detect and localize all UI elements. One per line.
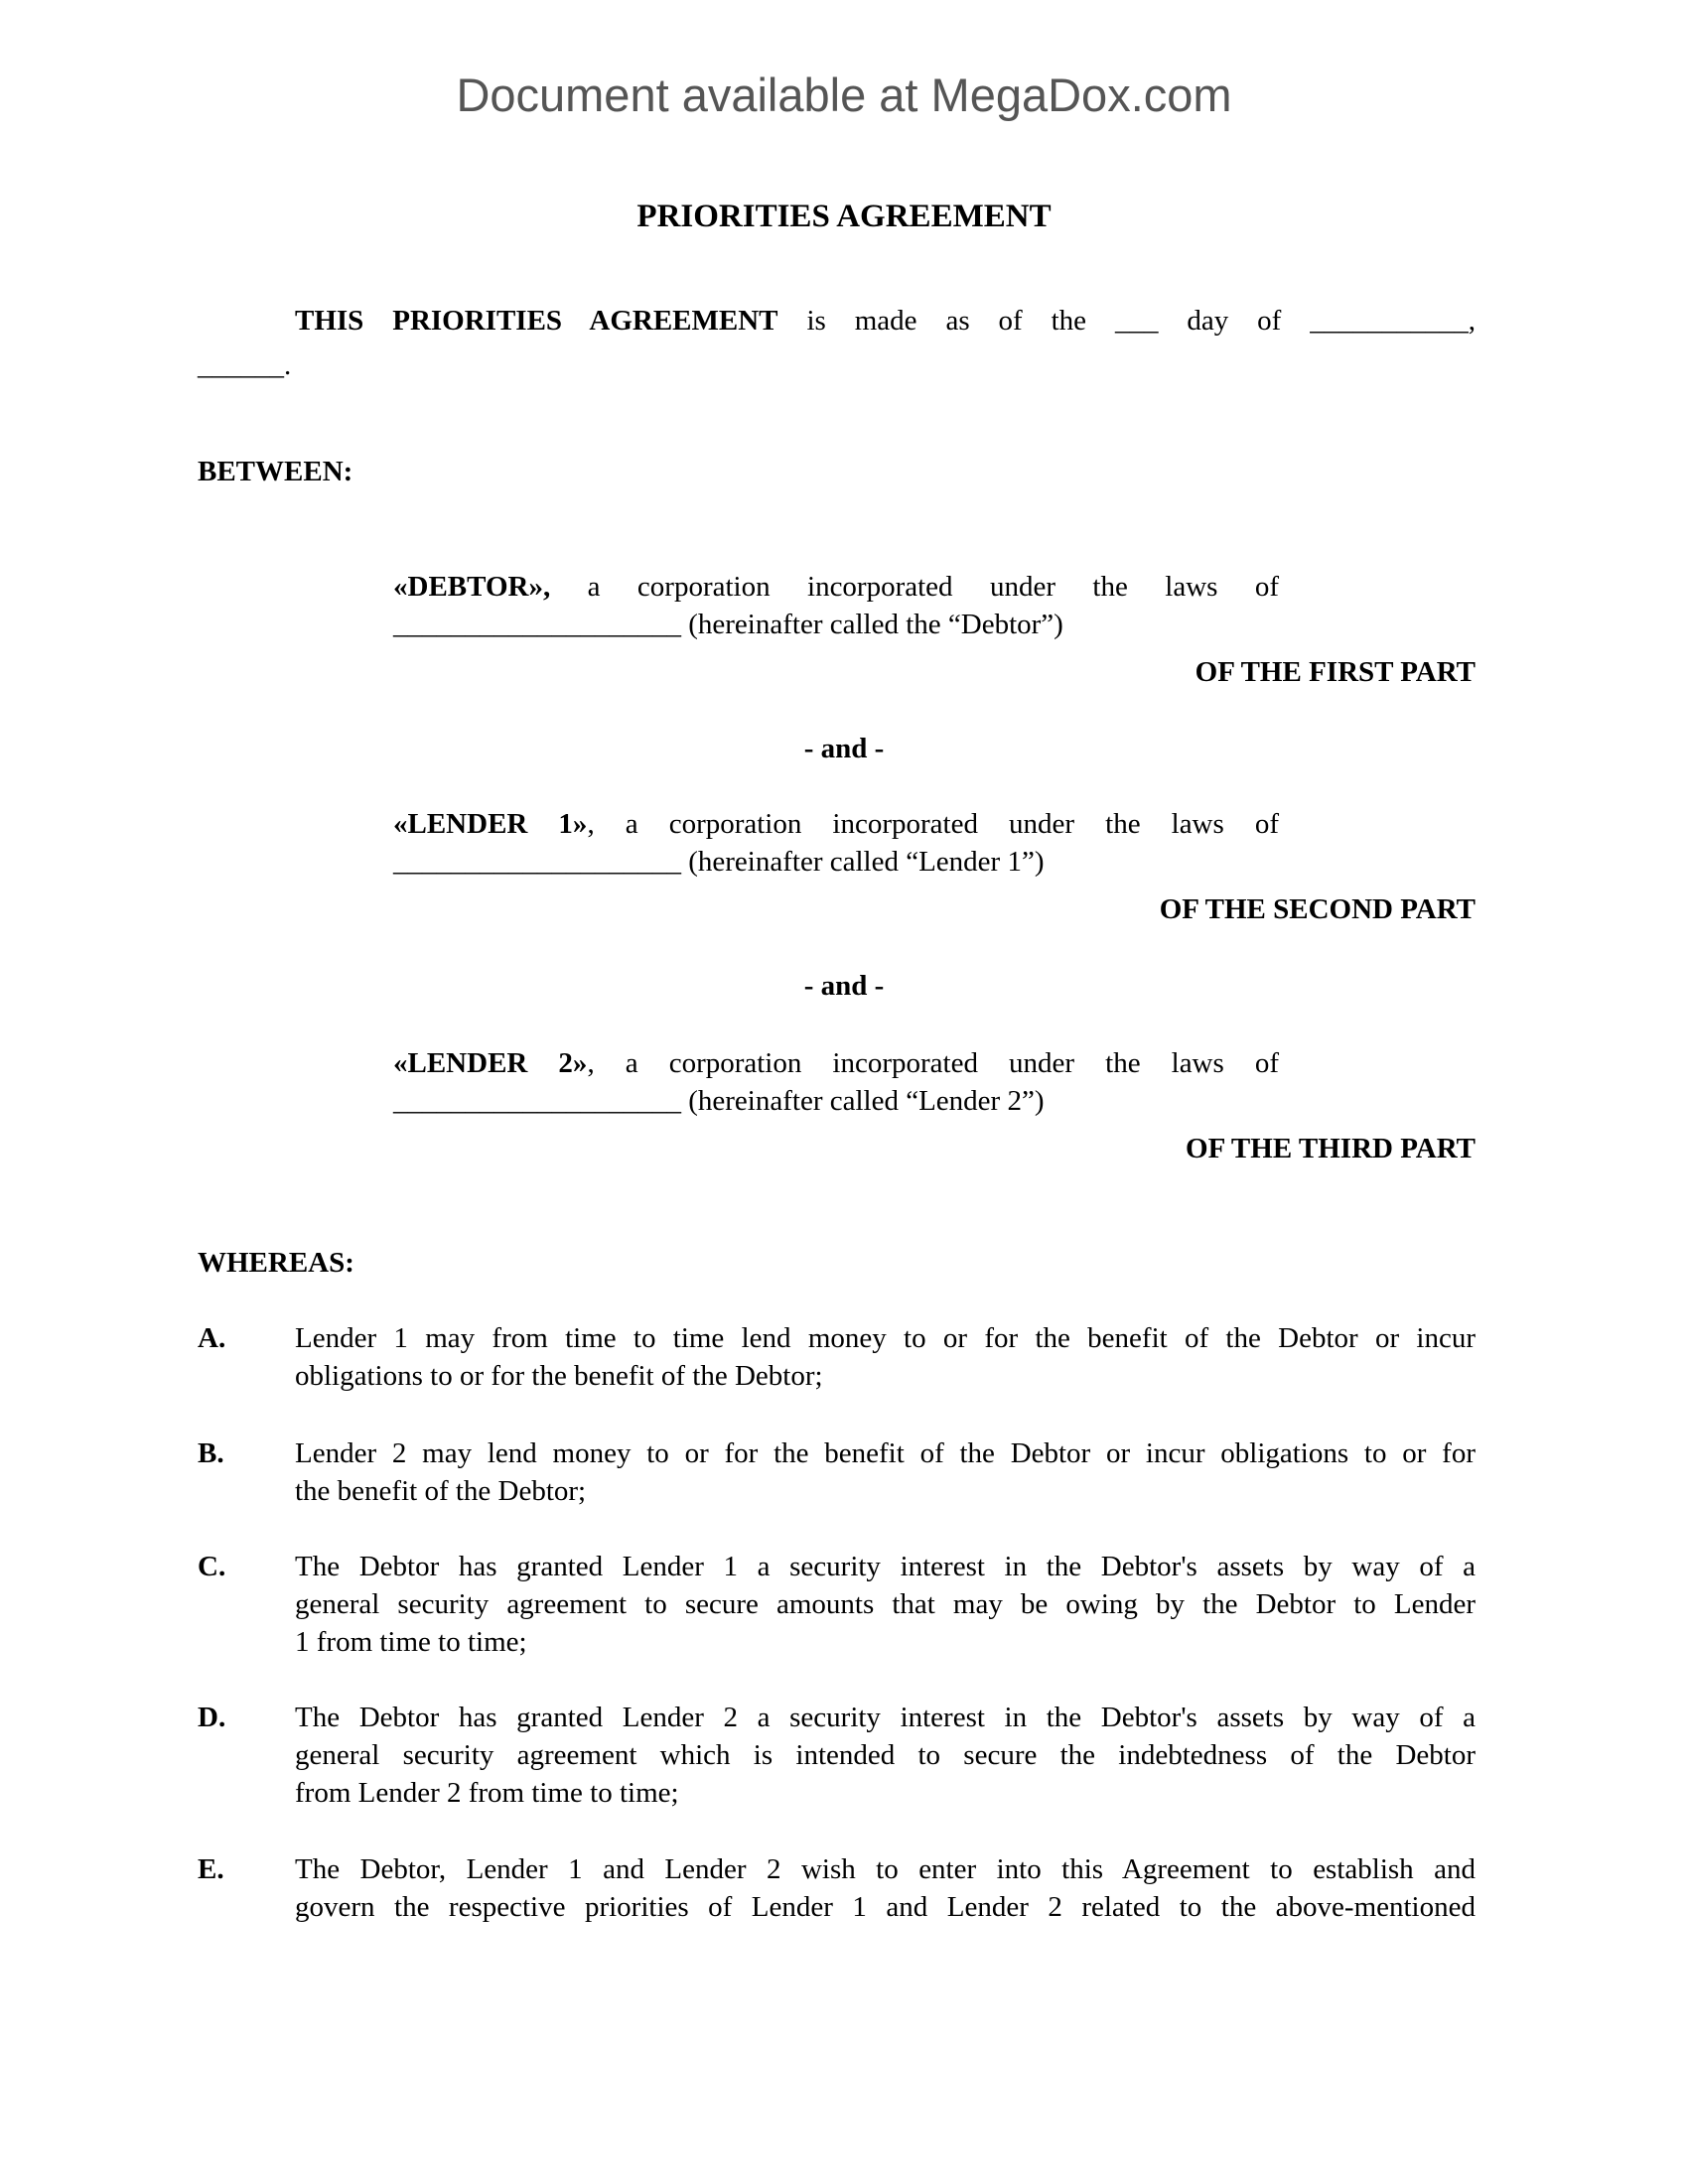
party-description: a corporation incorporated under the laws of bbox=[550, 571, 1279, 603]
recital-label: C. bbox=[198, 1551, 226, 1582]
recital-label: E. bbox=[198, 1853, 224, 1885]
party-line-1 bbox=[393, 1044, 1279, 1082]
intro-line-2: ______. bbox=[198, 349, 292, 381]
party-line-2: ____________________ (hereinafter called “Lender 2”) bbox=[393, 1085, 1045, 1117]
and-separator: - and - bbox=[803, 733, 885, 764]
party-line-1 bbox=[393, 568, 1279, 606]
recital-text-line: 1 from time to time; bbox=[295, 1626, 527, 1658]
intro-line-1 bbox=[295, 302, 1476, 340]
party-name: «LENDER 2» bbox=[393, 1047, 588, 1079]
recital-label: A. bbox=[198, 1322, 226, 1354]
recital-text-line: The Debtor has granted Lender 1 a security interest in the Debtor's assets by way of a bbox=[295, 1551, 1476, 1582]
recital-text-line: govern the respective priorities of Lender 1 and Lender 2 related to the above-mentioned bbox=[295, 1891, 1476, 1923]
recital-text-line: Lender 1 may from time to time lend money to or for the benefit of the Debtor or incur bbox=[295, 1322, 1476, 1354]
intro-bold: THIS PRIORITIES AGREEMENT bbox=[295, 305, 778, 337]
recital-text-line: general security agreement which is intended to secure the indebtedness of the Debtor bbox=[295, 1739, 1476, 1771]
recital-text-line: the benefit of the Debtor; bbox=[295, 1475, 587, 1507]
recital-text-line: from Lender 2 from time to time; bbox=[295, 1777, 679, 1809]
recital-text-line: The Debtor has granted Lender 2 a security interest in the Debtor's assets by way of a bbox=[295, 1702, 1476, 1733]
document-title: PRIORITIES AGREEMENT bbox=[636, 199, 1052, 234]
party-name: «DEBTOR», bbox=[393, 571, 551, 603]
party-description: , a corporation incorporated under the laws of bbox=[587, 808, 1280, 840]
whereas-heading: WHEREAS: bbox=[198, 1247, 354, 1279]
recital-text-line: general security agreement to secure amounts that may be owing by the Debtor to Lender bbox=[295, 1588, 1476, 1620]
party-part-label: OF THE THIRD PART bbox=[1186, 1133, 1476, 1164]
party-line-2: ____________________ (hereinafter called “Lender 1”) bbox=[393, 846, 1045, 878]
and-separator: - and - bbox=[803, 970, 885, 1002]
party-line-2: ____________________ (hereinafter called the “Debtor”) bbox=[393, 609, 1063, 640]
recital-text-line: Lender 2 may lend money to or for the benefit of the Debtor or incur obligations to or for bbox=[295, 1437, 1476, 1469]
party-line-1 bbox=[393, 805, 1279, 843]
between-heading: BETWEEN: bbox=[198, 456, 353, 487]
recital-label: B. bbox=[198, 1437, 224, 1469]
party-description: , a corporation incorporated under the laws of bbox=[587, 1047, 1280, 1079]
party-name: «LENDER 1» bbox=[393, 808, 588, 840]
recital-text-line: obligations to or for the benefit of the Debtor; bbox=[295, 1360, 823, 1392]
recital-label: D. bbox=[198, 1702, 226, 1733]
party-part-label: OF THE SECOND PART bbox=[1159, 893, 1476, 925]
intro-rest: is made as of the ___ day of ___________, bbox=[777, 305, 1477, 337]
recital-text-line: The Debtor, Lender 1 and Lender 2 wish to enter into this Agreement to establish and bbox=[295, 1853, 1476, 1885]
party-part-label: OF THE FIRST PART bbox=[1195, 656, 1476, 688]
watermark: Document available at MegaDox.com bbox=[456, 68, 1232, 121]
